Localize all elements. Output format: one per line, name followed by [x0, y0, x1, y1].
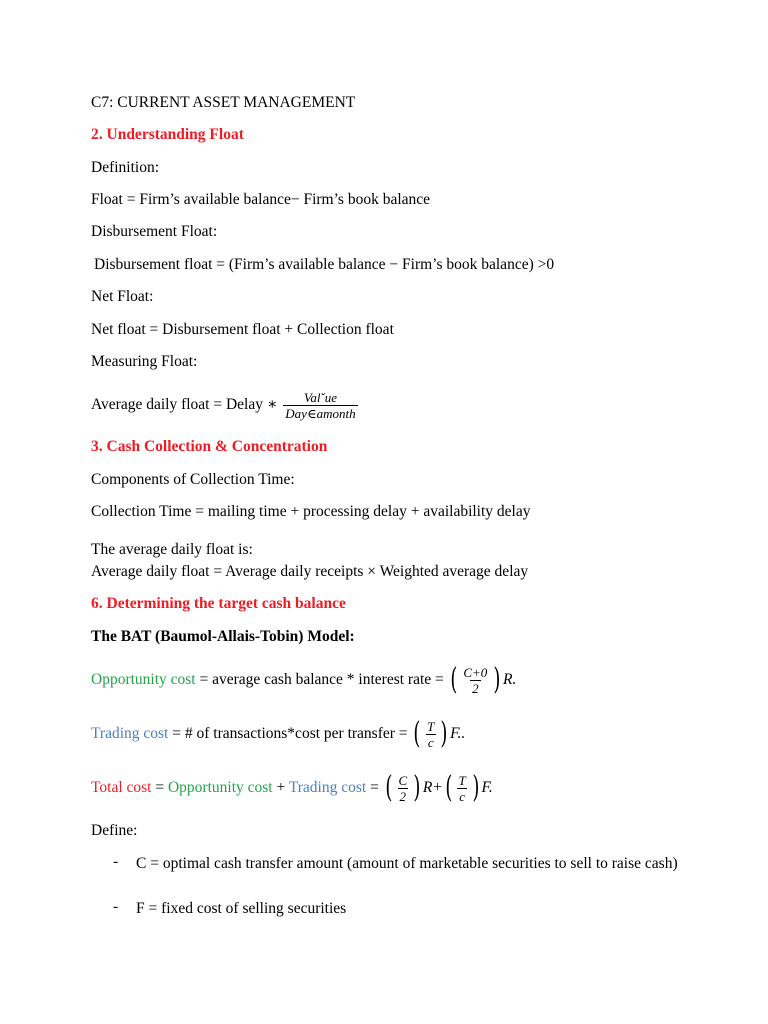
total-numerator-2: T — [458, 772, 466, 788]
opportunity-tail: R. — [503, 671, 517, 688]
opportunity-cost-term: Opportunity cost — [91, 671, 196, 688]
disbursement-label: Disbursement Float: — [91, 223, 218, 240]
list-item: F = fixed cost of selling securities — [136, 900, 347, 917]
total-mid: R+ — [422, 779, 443, 796]
avg-formula-prefix: Average daily float = Delay ∗ — [91, 396, 278, 413]
trading-cost-formula — [91, 714, 465, 754]
bullet-mark: - — [113, 898, 119, 915]
total-denominator-2: c — [459, 788, 465, 804]
opportunity-paren-group: ( $\frac{C+0}{2}$ ) — [449, 662, 501, 698]
opportunity-fraction — [461, 665, 489, 696]
measuring-label: Measuring Float: — [91, 353, 198, 370]
trading-cost-text: = # of transactions*cost per transfer = — [172, 725, 408, 742]
total-paren-group-2: ( $\frac{T}{c}$ ) — [445, 770, 480, 806]
total-tail: F. — [481, 779, 493, 796]
total-cost-term: Total cost — [91, 779, 152, 796]
doc-title: C7: CURRENT ASSET MANAGEMENT — [91, 94, 356, 111]
bullet-mark: - — [113, 853, 119, 870]
total-eq-2: = — [370, 779, 379, 796]
opportunity-numerator: C+0 — [463, 664, 488, 680]
total-opportunity-term: Opportunity cost — [167, 779, 273, 796]
section-heading-2: 2. Understanding Float — [91, 126, 244, 143]
total-denominator-1: 2 — [399, 788, 407, 804]
total-cost-formula — [91, 768, 493, 808]
avg-float-weighted-formula: Average daily float = Average daily receipts × Weighted average delay — [91, 563, 529, 580]
total-eq: = — [155, 779, 165, 796]
avg-fraction-denominator: Day∈amonth — [285, 405, 356, 421]
disbursement-definition: Disbursement float = (Firm’s available balance − Firm’s book balance) >0 — [94, 256, 555, 273]
total-paren-group-1: ( $\frac{C}{2}$ ) — [385, 770, 421, 806]
trading-tail: F.. — [450, 725, 466, 742]
avg-fraction-numerator: Valˇue — [303, 389, 338, 405]
opportunity-denominator: 2 — [472, 680, 479, 696]
trading-cost-term: Trading cost — [91, 725, 169, 742]
total-numerator-1: C — [398, 772, 408, 788]
trading-paren-group: ( $\frac{T}{c}$ ) — [413, 716, 448, 752]
opportunity-cost-formula — [91, 660, 516, 700]
components-label: Components of Collection Time: — [91, 471, 295, 488]
total-plus: + — [276, 779, 286, 796]
net-float-label: Net Float: — [91, 288, 154, 305]
definition-label: Definition: — [91, 159, 160, 176]
section-heading-3: 3. Cash Collection & Concentration — [91, 438, 328, 455]
define-label: Define: — [91, 822, 138, 839]
avg-daily-float-formula — [91, 386, 360, 424]
total-fraction-2 — [456, 773, 467, 804]
avg-float-intro: The average daily float is: — [91, 541, 253, 558]
avg-fraction — [283, 390, 357, 421]
trading-numerator: T — [427, 718, 435, 734]
opportunity-cost-text: = average cash balance * interest rate = — [199, 671, 444, 688]
total-fraction-1 — [396, 773, 409, 804]
list-item: C = optimal cash transfer amount (amount of marketable securities to sell to raise cash) — [136, 855, 678, 872]
float-definition: Float = Firm’s available balance− Firm’s book balance — [91, 191, 431, 208]
trading-fraction — [425, 719, 436, 750]
total-trading-term: Trading cost — [288, 779, 367, 796]
collection-time-formula: Collection Time = mailing time + processing delay + availability delay — [91, 503, 531, 520]
section-heading-6: 6. Determining the target cash balance — [91, 595, 346, 612]
bat-model-title: The BAT (Baumol-Allais-Tobin) Model: — [91, 628, 355, 645]
trading-denominator: c — [427, 734, 434, 750]
net-float-definition: Net float = Disbursement float + Collection float — [91, 321, 394, 338]
